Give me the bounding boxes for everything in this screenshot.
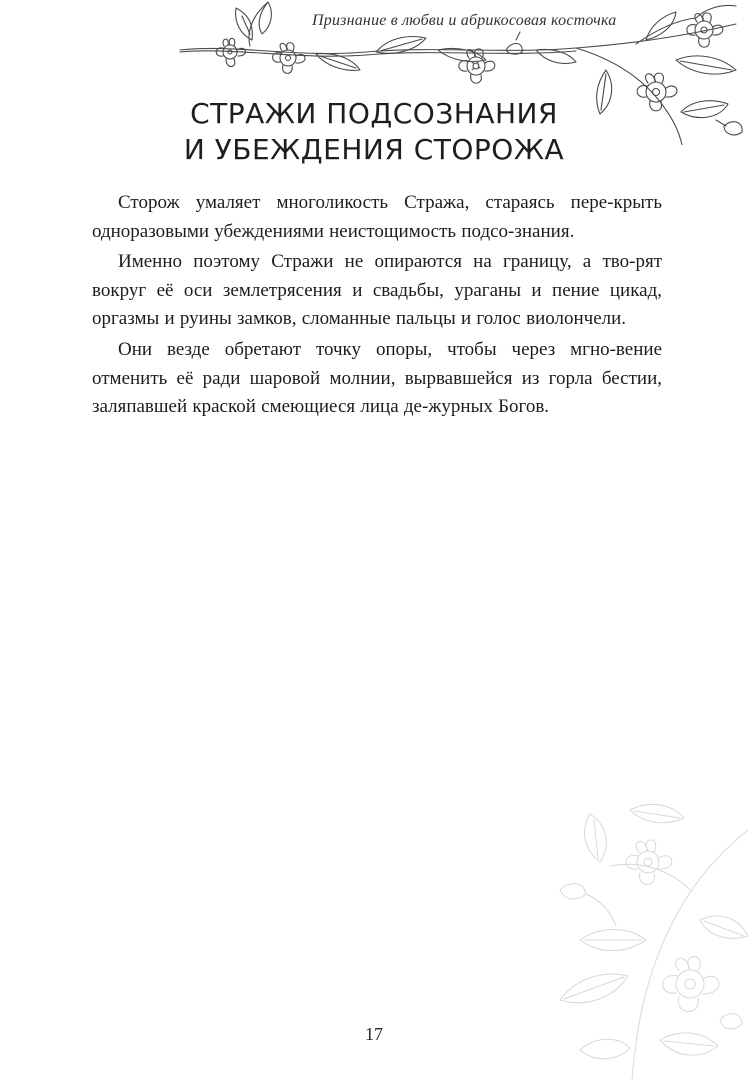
paragraph: Сторож умаляет многоликость Стража, стараясь пере-крыть одноразовыми убеждениями неистощимость подсо-знания.	[92, 192, 662, 242]
chapter-title-line-2: И УБЕЖДЕНИЯ СТОРОЖА	[183, 133, 565, 166]
chapter-title	[0, 96, 748, 168]
paragraph: Именно поэтому Стражи не опираются на границу, а тво-рят вокруг её оси землетрясения и свадьбы, ураганы и пение цикад, оргазмы и руины замков, сломанные пальцы и голос виолончели.	[92, 251, 662, 330]
paragraph: Они везде обретают точку опоры, чтобы через мгно-вение отменить её ради шаровой молнии, вырвавшейся из горла бестии, заляпавшей краской смеющиеся лица де-журных Богов.	[92, 338, 662, 418]
chapter-title-line-1: СТРАЖИ ПОДСОЗНАНИЯ	[190, 97, 558, 130]
running-header: Признание в любви и абрикосовая косточка	[312, 12, 617, 29]
page-number: 17	[365, 1024, 383, 1044]
body-text	[92, 189, 662, 422]
